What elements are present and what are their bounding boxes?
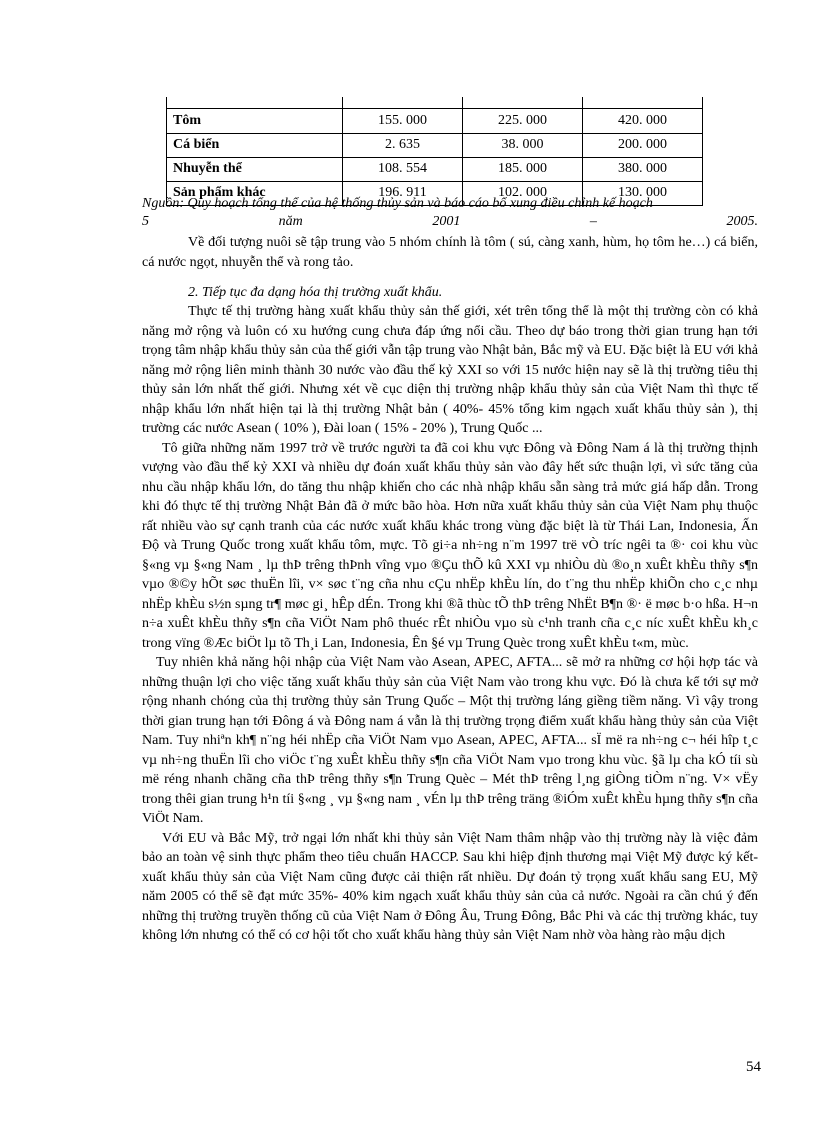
paragraph: Về đối tượng nuôi sẽ tập trung vào 5 nhóm chính là tôm ( sú, càng xanh, hùm, họ tôm he…) cá biển, cá nước ngọt, nhuyễn thể và rong tảo. — [142, 235, 758, 270]
page-number: 54 — [746, 1059, 761, 1075]
paragraph: Tuy nhiên khả năng hội nhập của Việt Nam vào Asean, APEC, AFTA... sẽ mở ra những cơ hội hợp tác và những thuận lợi cho việc tăng xuất khẩu thủy sản của Việt Nam vào trong khu vực. Đó là chưa kể tới sự mở rộng nhanh chóng của thị trường thủy sản Trung Quốc – Một thị trường láng giềng tiềm năng. Vì vậy trong thời gian trung hạn tới Đông á và Đông nam á vẫn là thị trường trọng điểm xuất khẩu hàng thủy sản của Việt Nam. Tuy nhiªn kh¶ n¨ng héi nhËp cña ViÖt Nam vµo Asean, APEC, AFTA... sÏ më ra nh÷ng c¬ héi hîp t¸c vµ nh÷ng thuËn lîi cho viÖc t¨ng xuÊt khÈu thñy s¶n cña ViÖt Nam vµo trong khu vùc. §ã lµ cha kÓ tíi sù më réng nhanh chãng cña thÞ trêng thñy s¶n Trung Quèc – Mét thÞ trêng l¸ng giÒng tiÒm n¨ng. V× vËy trong thêi gian trung h¹n tíi §«ng ¸ vµ §«ng nam ¸ vÉn lµ thÞ trêng träng ®iÓm xuÊt khÈu hµng thñy s¶n cña ViÖt Nam. — [142, 655, 758, 826]
table-row — [167, 157, 703, 181]
source-text: năm — [278, 214, 303, 229]
row-label: Cá biển — [167, 133, 343, 157]
table-cell: 196. 911 — [343, 181, 463, 205]
source-text: 2005. — [726, 214, 758, 229]
table-cell: 102. 000 — [463, 181, 583, 205]
row-label: Nhuyễn thể — [167, 157, 343, 181]
source-citation — [142, 195, 758, 231]
paragraph: Thực tế thị trường hàng xuất khẩu thủy sản thế giới, xét trên tổng thể là một thị trường còn có khả năng mở rộng và luôn có xu hướng cung chưa đáp ứng nổi cầu. Theo dự báo trong thời gian trung hạn tới trọng tâm nhập khẩu thủy sản của thế giới vẫn tập trung vào Nhật bản, Bắc mỹ và EU. Đặc biệt là EU với khả năng mở rộng liên minh thành 30 nước vào đầu thế kỷ XXI so với 15 nước hiện nay sẽ là thị trường tiêu thị thủy sản lớn nhất thế giới. Nhưng xét về cục diện thị trường nhập khẩu thủy sản của Việt Nam thì thực tế nhập khẩu lớn nhất hiện tại là thị trường Nhật bản ( 40%- 45% tổng kim ngạch xuất khẩu thủy sản ), thị trường các nước Asean ( 10% ), Đài loan ( 15% - 20% ), Trung Quốc ... — [142, 304, 758, 436]
paragraph: Tô giữa những năm 1997 trở về trước người ta đã coi khu vực Đông và Đông Nam á là thị trường thịnh vượng vào đầu thế kỷ XXI và nhiều dự đoán xuất khẩu thủy sản vào đây hết sức thuận lợi, vì sức tăng của nhu cầu nhập khẩu lớn, do tăng thu nhập khiến cho các nhà nhập khẩu sẵn sàng trả mức giá hấp dẫn. Trong khi đó thực tế thị trường Nhật Bản đã ở mức bão hòa. Hơn nữa xuất khẩu thủy sản của Việt Nam phụ thuộc rất nhiều vào sự cạnh tranh của các nước xuất khẩu khác trong vùng đặc biệt là từ Thái Lan, Indonesia, Ấn Độ và Trung Quốc trong xuất khẩu tôm, mực. Tõ gi÷a nh÷ng n¨m 1997 trë vÒ tríc ngêi ta ®· coi khu vùc §«ng vµ §«ng Nam ¸ lµ thÞ trêng thÞnh vîng vµo ®Çu thÕ kû XXI vµ nhiÒu dù ®o¸n xuÊt khÈu thñy s¶n vµo ®©y hÕt søc thuËn lîi, v× søc t¨ng cña nhu cÇu nhËp khÈu lín, do t¨ng thu nhËp khiÕn cho c¸c nhµ nhËp khÈu s½n sµng tr¶ møc gi¸ hÊp dÉn. Trong khi ®ã thùc tÕ thÞ trêng NhËt B¶n ®· ë møc b·o hßa. H¬n n÷a xuÊt khÈu thñy s¶n cña ViÖt Nam phô thuéc rÊt nhiÒu vµo sù c¹nh tranh cña c¸c níc xuÊt khÈu kh¸c trong vïng ®Æc biÖt lµ tõ Th¸i Lan, Indonesia, Ên §é vµ Trung Quèc trong xuÊt khÈu t«m, mùc. — [142, 440, 758, 651]
table-cell: 200. 000 — [583, 133, 703, 157]
table-cell: 38. 000 — [463, 133, 583, 157]
source-text: 5 — [142, 214, 149, 229]
row-label: Tôm — [167, 108, 343, 133]
source-text: – — [589, 214, 597, 229]
table-cell: 2. 635 — [343, 133, 463, 157]
main-text-block — [142, 302, 758, 946]
source-line-2 — [142, 213, 758, 231]
table-cell: 108. 554 — [343, 157, 463, 181]
table-cell: 380. 000 — [583, 157, 703, 181]
section-heading: 2. Tiếp tục đa dạng hóa thị trường xuất khẩu. — [188, 285, 443, 300]
paragraph: Với EU và Bắc Mỹ, trở ngại lớn nhất khi thủy sản Việt Nam thâm nhập vào thị trường này là việc đảm bảo an toàn vệ sinh thực phẩm theo tiêu chuẩn HACCP. Sau khi hiệp định thương mại Việt Mỹ được ký kết- xuất khẩu thủy sản của Việt Nam cũng được cải thiện rất nhiều. Dự đoán tỷ trọng xuất khẩu sang EU, Mỹ năm 2005 có thể sẽ đạt mức 35%- 40% kim ngạch xuất khẩu thủy sản của cả nước. Ngoài ra cần chú ý đến những thị trường truyền thống cũ của Việt Nam ở Đông Âu, Trung Đông, Bắc Phi và các thị trường khác, tuy không lớn nhưng có thể có cơ hội tốt cho xuất khẩu hàng thủy sản Việt Nam nhờ vòa hàng rào mậu dịch — [142, 830, 758, 943]
table-row — [167, 133, 703, 157]
table-cell: 420. 000 — [583, 108, 703, 133]
table-cell: 185. 000 — [463, 157, 583, 181]
farming-paragraph-block — [142, 233, 758, 272]
table-cell: 130. 000 — [583, 181, 703, 205]
source-line-1: Nguồn: Quy hoạch tổng thể của hệ thống thủy sản và báo cáo bổ xung điều chỉnh kế hoạch — [142, 196, 653, 211]
table-cell: 225. 000 — [463, 108, 583, 133]
export-data-table — [166, 97, 703, 206]
row-label: Sản phẩm khác — [167, 181, 343, 205]
table-cell: 155. 000 — [343, 108, 463, 133]
source-text: 2001 — [432, 214, 461, 229]
table-row — [167, 108, 703, 133]
table-row-partial — [167, 97, 703, 108]
